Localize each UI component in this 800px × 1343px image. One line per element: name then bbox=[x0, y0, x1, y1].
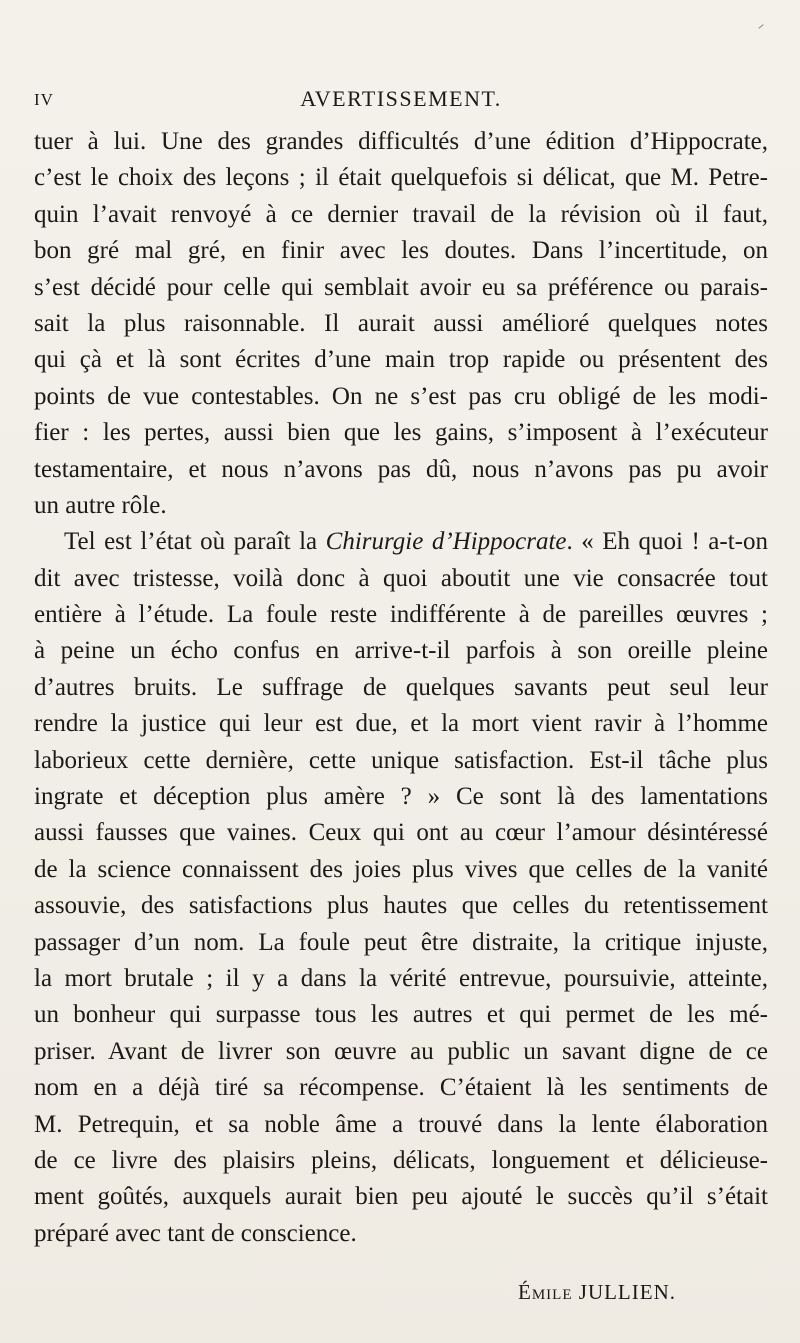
signature-firstname: MILE bbox=[531, 1287, 573, 1303]
text-line: points de vue contestables. On ne s’est pas cru obligé de les modi- bbox=[34, 382, 768, 410]
text-line: ingrate et déception plus amère ? » Ce sont là des lamentations bbox=[34, 783, 768, 811]
signature-initial: É bbox=[518, 1280, 532, 1304]
text-line: s’est décidé pour celle qui semblait avoir eu sa préférence ou parais- bbox=[34, 273, 768, 301]
text-line: tuer à lui. Une des grandes difficultés d’une édition d’Hippocrate, bbox=[34, 128, 768, 155]
running-title: AVERTISSEMENT. bbox=[300, 86, 502, 111]
text-line: aussi fausses que vaines. Ceux qui ont au cœur l’amour désintéressé bbox=[34, 819, 768, 847]
text-line: sait la plus raisonnable. Il aurait aussi amélioré quelques notes bbox=[34, 309, 768, 337]
text-line: un bonheur qui surpasse tous les autres et qui permet de les mé- bbox=[34, 1001, 768, 1029]
text-line: quin l’avait renvoyé à ce dernier travail de la révision où il faut, bbox=[34, 200, 768, 228]
text-line: à peine un écho confus en arrive-t-il parfois à son oreille pleine bbox=[34, 637, 768, 665]
text-line: dit avec tristesse, voilà donc à quoi aboutit une vie consacrée tout bbox=[34, 564, 768, 592]
text-run: . « Eh quoi ! a-t-on bbox=[566, 528, 768, 556]
text-line: de la science connaissent des joies plus vives que celles de la vanité bbox=[34, 855, 768, 883]
text-line: M. Petrequin, et sa noble âme a trouvé dans la lente élaboration bbox=[34, 1110, 768, 1138]
paragraph-first-line bbox=[34, 524, 768, 560]
page-number: IV bbox=[34, 90, 54, 109]
text-line: d’autres bruits. Le suffrage de quelques savants peut seul leur bbox=[34, 673, 768, 701]
text-line: de ce livre des plaisirs pleins, délicats, longuement et délicieuse- bbox=[34, 1146, 768, 1174]
text-line: fier : les pertes, aussi bien que les gains, s’imposent à l’exécuteur bbox=[34, 419, 768, 447]
body-text bbox=[34, 124, 768, 1252]
author-signature bbox=[518, 1280, 676, 1305]
book-title: Chirurgie d’Hippocrate bbox=[325, 528, 567, 556]
text-line: la mort brutale ; il y a dans la vérité entrevue, poursuivie, atteinte, bbox=[34, 964, 768, 992]
text-line: c’est le choix des leçons ; il était quelquefois si délicat, que M. Petre- bbox=[34, 164, 768, 192]
margin-mark bbox=[758, 24, 763, 29]
text-run: Tel est l’état où paraît la bbox=[64, 528, 326, 556]
text-line: un autre rôle. bbox=[34, 491, 167, 519]
text-line: priser. Avant de livrer son œuvre au public un savant digne de ce bbox=[34, 1037, 768, 1065]
text-line: bon gré mal gré, en finir avec les doutes. Dans l’incertitude, on bbox=[34, 237, 768, 265]
running-header bbox=[34, 86, 768, 116]
text-line: assouvie, des satisfactions plus hautes que celles du retentissement bbox=[34, 892, 768, 920]
text-line: testamentaire, et nous n’avons pas dû, nous n’avons pas pu avoir bbox=[34, 455, 768, 483]
text-line: passager d’un nom. La foule peut être distraite, la critique injuste, bbox=[34, 928, 768, 956]
text-line: laborieux cette dernière, cette unique satisfaction. Est-il tâche plus bbox=[34, 746, 768, 774]
signature-surname: JULLIEN. bbox=[578, 1280, 676, 1304]
text-line: rendre la justice qui leur est due, et la mort vient ravir à l’homme bbox=[34, 710, 768, 738]
text-line: qui çà et là sont écrites d’une main trop rapide ou présentent des bbox=[34, 346, 768, 374]
text-line: ment goûtés, auxquels aurait bien peu ajouté le succès qu’il s’était bbox=[34, 1183, 768, 1211]
text-line: entière à l’étude. La foule reste indifférente à de pareilles œuvres ; bbox=[34, 601, 768, 629]
text-line: préparé avec tant de conscience. bbox=[34, 1219, 357, 1247]
text-line: nom en a déjà tiré sa récompense. C’étaient là les sentiments de bbox=[34, 1074, 768, 1102]
